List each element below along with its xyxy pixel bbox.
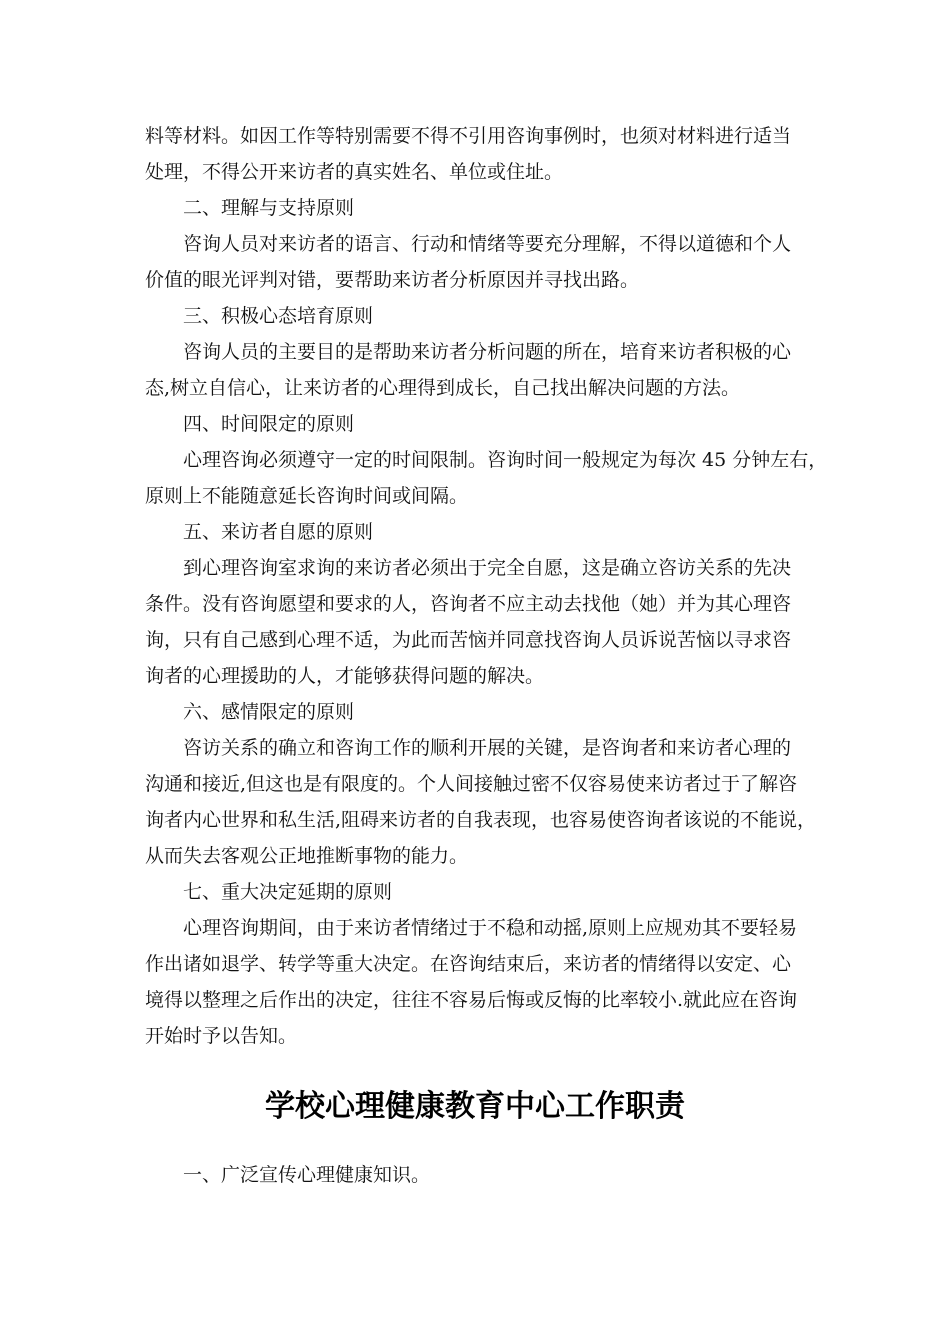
paragraph-line: 原则上不能随意延长咨询时间或间隔。 xyxy=(145,485,469,507)
paragraph-line: 开始时予以告知。 xyxy=(145,1025,298,1047)
duty-item-1: 一、广泛宣传心理健康知识。 xyxy=(183,1164,431,1186)
paragraph-start-line: 心理咨询期间，由于来访者情绪过于不稳和动摇,原则上应规劝其不要轻易 xyxy=(183,917,798,939)
paragraph-line: 询，只有自己感到心理不适，为此而苦恼并同意找咨询人员诉说苦恼以寻求咨 xyxy=(145,629,792,651)
paragraph-line: 价值的眼光评判对错，要帮助来访者分析原因并寻找出路。 xyxy=(145,269,640,291)
paragraph-line: 态,树立自信心，让来访者的心理得到成长，自己找出解决问题的方法。 xyxy=(145,377,741,399)
paragraph-line: 沟通和接近,但这也是有限度的。个人间接触过密不仅容易使来访者过于了解咨 xyxy=(145,773,798,795)
paragraph-line: 作出诸如退学、转学等重大决定。在咨询结束后，来访者的情绪得以安定、心 xyxy=(145,953,792,975)
paragraph-line: 条件。没有咨询愿望和要求的人，咨询者不应主动去找他（她）并为其心理咨 xyxy=(145,593,792,615)
paragraph-start-line: 到心理咨询室求询的来访者必须出于完全自愿，这是确立咨访关系的先决 xyxy=(183,557,792,579)
paragraph-start-line: 心理咨询必须遵守一定的时间限制。咨询时间一般规定为每次 45 分钟左右， xyxy=(183,449,828,471)
paragraph-start-line: 咨访关系的确立和咨询工作的顺利开展的关键，是咨询者和来访者心理的 xyxy=(183,737,792,759)
paragraph-line: 询者的心理援助的人，才能够获得问题的解决。 xyxy=(145,665,545,687)
document-body xyxy=(145,118,828,1054)
paragraph-start-line: 六、感情限定的原则 xyxy=(183,701,355,723)
paragraph-start-line: 五、来访者自愿的原则 xyxy=(183,521,374,543)
paragraph-line: 处理，不得公开来访者的真实姓名、单位或住址。 xyxy=(145,161,564,183)
paragraph-start-line: 二、理解与支持原则 xyxy=(183,197,355,219)
paragraph-start-line: 四、时间限定的原则 xyxy=(183,413,355,435)
paragraph-start-line: 咨询人员的主要目的是帮助来访者分析问题的所在，培育来访者积极的心 xyxy=(183,341,792,363)
paragraph-line: 境得以整理之后作出的决定，往往不容易后悔或反悔的比率较小.就此应在咨询 xyxy=(145,989,798,1011)
paragraph-line: 询者内心世界和私生活,阻碍来访者的自我表现，也容易使咨询者该说的不能说， xyxy=(145,809,817,831)
paragraph-start-line: 七、重大决定延期的原则 xyxy=(183,881,393,903)
paragraph-line: 从而失去客观公正地推断事物的能力。 xyxy=(145,845,469,867)
paragraph-line: 料等材料。如因工作等特别需要不得不引用咨询事例时，也须对材料进行适当 xyxy=(145,125,792,147)
paragraph-start-line: 咨询人员对来访者的语言、行动和情绪等要充分理解，不得以道德和个人 xyxy=(183,233,792,255)
paragraph-start-line: 三、积极心态培育原则 xyxy=(183,305,374,327)
section-title: 学校心理健康教育中心工作职责 xyxy=(265,1089,685,1124)
